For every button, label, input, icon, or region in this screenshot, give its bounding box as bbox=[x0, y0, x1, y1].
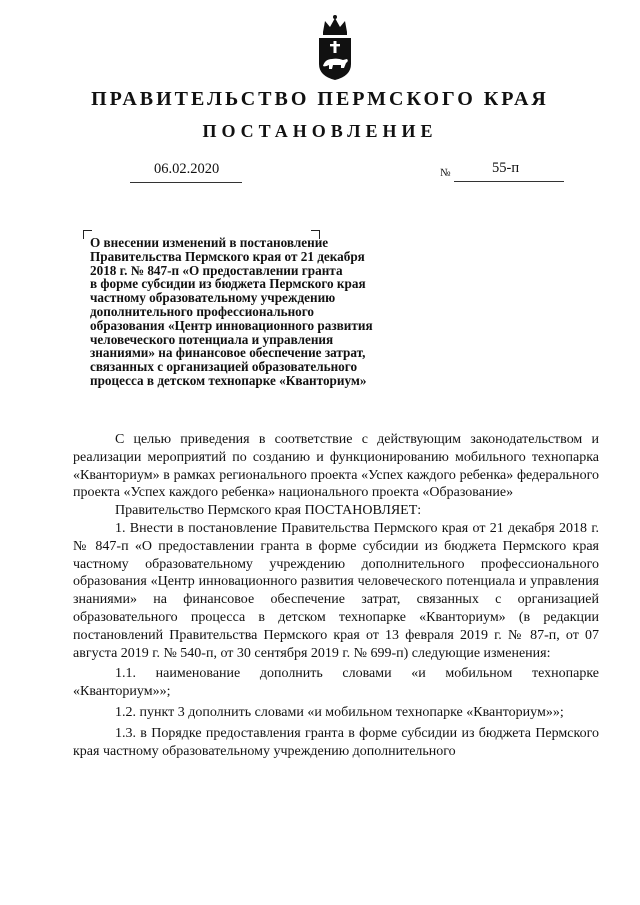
document-title bbox=[90, 236, 410, 388]
document-body bbox=[73, 431, 599, 760]
title-line: 2018 г. № 847-п «О предоставлении гранта bbox=[90, 262, 343, 278]
document-type: ПОСТАНОВЛЕНИЕ bbox=[202, 121, 438, 141]
title-line: связанных с организацией образовательного bbox=[90, 359, 358, 375]
paragraph-item-1: 1. Внести в постановление Правительства Пермского края от 21 декабря 2018 г. № 847-п «О предоставлении гранта в форме субсидии из бюджета Пермского края частному образовательному учреждению дополнительного профессионального образования «Центр инновационного развития человеческого потенциала и управления знаниями» на финансовое обеспечение затрат, связанных с организацией образовательного процесса в детском технопарке «Кванториум» (в редакции постановлений Правительства Пермского края от 13 февраля 2019 г. № 87-п, от 07 августа 2019 г. № 540-п, от 30 сентября 2019 г. № 699-п) следующие изменения: bbox=[73, 520, 599, 661]
title-line: образования «Центр инновационного развития bbox=[90, 317, 373, 333]
date-underline bbox=[130, 182, 242, 183]
paragraph-item-1-3: 1.3. в Порядке предоставления гранта в форме субсидии из бюджета Пермского края частному образовательному учреждению дополнительного bbox=[73, 725, 599, 759]
title-line: в форме субсидии из бюджета Пермского края bbox=[90, 276, 366, 292]
title-line: человеческого потенциала и управления bbox=[90, 331, 334, 347]
organization-name: ПРАВИТЕЛЬСТВО ПЕРМСКОГО КРАЯ bbox=[91, 88, 549, 110]
title-line: дополнительного профессионального bbox=[90, 303, 315, 319]
title-line: знаниями» на финансовое обеспечение затрат, bbox=[90, 345, 366, 361]
document-date: 06.02.2020 bbox=[154, 161, 220, 177]
title-line: частному образовательному учреждению bbox=[90, 290, 336, 306]
paragraph-item-1-1: 1.1. наименование дополнить словами «и мобильном технопарке «Кванториум»»; bbox=[73, 666, 599, 700]
document-number: 55-п bbox=[492, 160, 520, 176]
title-line: Правительства Пермского края от 21 декабря bbox=[90, 248, 365, 264]
title-line: процесса в детском технопарке «Кванториум» bbox=[90, 372, 367, 388]
paragraph-resolves: Правительство Пермского края ПОСТАНОВЛЯЕТ: bbox=[115, 503, 422, 519]
number-sign: № bbox=[440, 167, 451, 179]
title-line: О внесении изменений в постановление bbox=[90, 235, 329, 250]
perm-krai-coat-of-arms-icon bbox=[313, 12, 357, 82]
paragraph-item-1-2: 1.2. пункт 3 дополнить словами «и мобильном технопарке «Кванториум»»; bbox=[115, 704, 564, 720]
number-underline bbox=[454, 181, 564, 182]
paragraph-preamble: С целью приведения в соответствие с действующим законодательством и реализации мероприятий по созданию и функционированию мобильного технопарка «Кванториум» в рамках регионального проекта «Успех каждого ребенка» федерального проекта «Успех каждого ребенка» национального проекта «Образование» bbox=[73, 432, 599, 501]
